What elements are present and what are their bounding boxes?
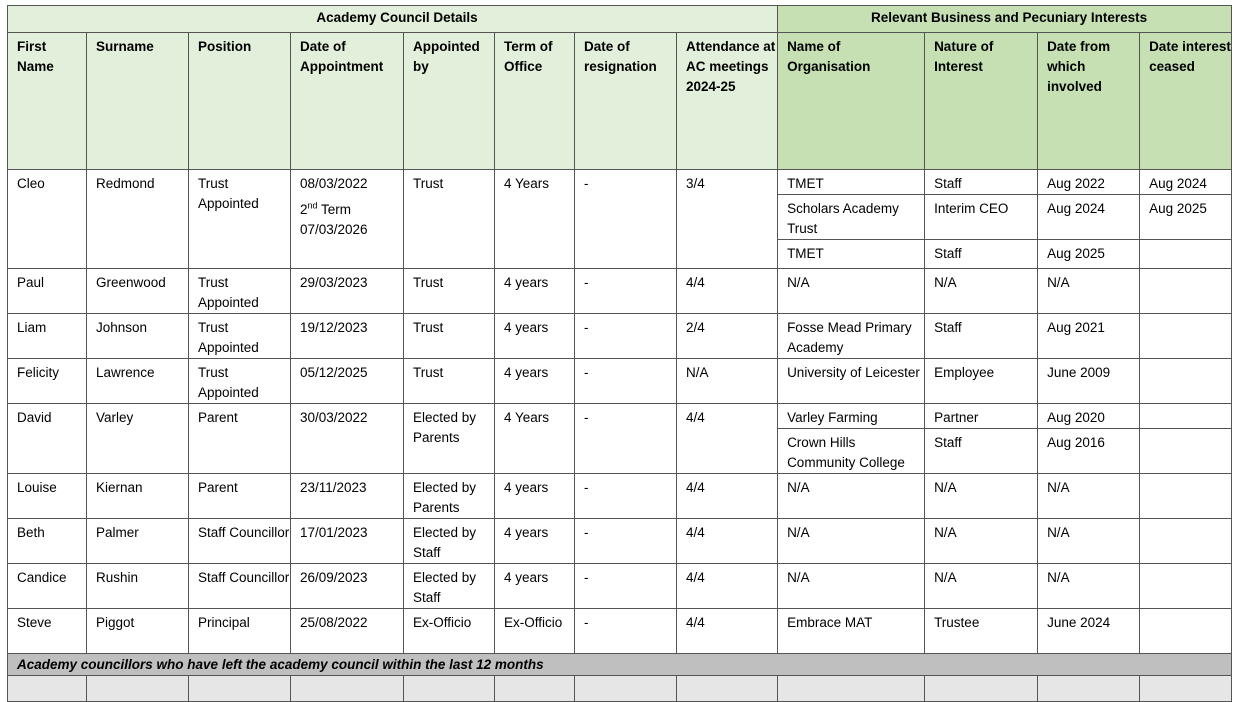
organisation: TMET xyxy=(778,170,925,195)
first-name: Candice xyxy=(8,564,87,609)
date-of-appointment xyxy=(291,170,404,269)
nature-of-interest: N/A xyxy=(925,474,1038,519)
date-of-resignation: - xyxy=(575,359,677,404)
attendance: N/A xyxy=(677,359,778,404)
date-ceased xyxy=(1140,474,1232,519)
date-ceased xyxy=(1140,240,1232,269)
surname: Johnson xyxy=(87,314,189,359)
date-of-appointment: 05/12/2025 xyxy=(291,359,404,404)
attendance: 3/4 xyxy=(677,170,778,269)
table-row xyxy=(8,609,1232,654)
position: Trust Appointed xyxy=(189,359,291,404)
nature-of-interest: Trustee xyxy=(925,609,1038,654)
organisation: N/A xyxy=(778,269,925,314)
header-date-of-resignation: Date of resignation xyxy=(575,33,677,170)
table-row xyxy=(8,314,1232,359)
first-name: Liam xyxy=(8,314,87,359)
position: Staff Councillor xyxy=(189,564,291,609)
nature-of-interest: N/A xyxy=(925,269,1038,314)
date-from: Aug 2021 xyxy=(1038,314,1140,359)
nature-of-interest: N/A xyxy=(925,564,1038,609)
appointed-by: Elected by Staff xyxy=(404,519,495,564)
position: Trust Appointed xyxy=(189,269,291,314)
appointed-by: Elected by Parents xyxy=(404,474,495,519)
term-of-office: 4 years xyxy=(495,564,575,609)
organisation: University of Leicester xyxy=(778,359,925,404)
date-from: Aug 2025 xyxy=(1038,240,1140,269)
header-term-of-office: Term of Office xyxy=(495,33,575,170)
attendance: 4/4 xyxy=(677,404,778,474)
organisation: TMET xyxy=(778,240,925,269)
date-of-appointment: 17/01/2023 xyxy=(291,519,404,564)
second-term-label: 2nd Term xyxy=(300,200,352,217)
surname: Redmond xyxy=(87,170,189,269)
appointed-by: Elected by Staff xyxy=(404,564,495,609)
date-of-resignation: - xyxy=(575,609,677,654)
date-of-resignation: - xyxy=(575,170,677,269)
appointed-by: Trust xyxy=(404,314,495,359)
term-of-office: 4 years xyxy=(495,359,575,404)
header-surname: Surname xyxy=(87,33,189,170)
organisation: N/A xyxy=(778,474,925,519)
date-from: June 2024 xyxy=(1038,609,1140,654)
surname: Greenwood xyxy=(87,269,189,314)
council-table xyxy=(7,5,1232,702)
date-from: Aug 2024 xyxy=(1038,195,1140,240)
nature-of-interest: Partner xyxy=(925,404,1038,429)
date-from: Aug 2016 xyxy=(1038,429,1140,474)
organisation: Fosse Mead Primary Academy xyxy=(778,314,925,359)
term-of-office: 4 Years xyxy=(495,404,575,474)
empty-row xyxy=(8,676,1232,702)
table-row xyxy=(8,474,1232,519)
organisation: N/A xyxy=(778,519,925,564)
header-name-of-organisation: Name of Organisation xyxy=(778,33,925,170)
attendance: 2/4 xyxy=(677,314,778,359)
date-of-appointment: 19/12/2023 xyxy=(291,314,404,359)
date-from: N/A xyxy=(1038,474,1140,519)
surname: Varley xyxy=(87,404,189,474)
term-of-office: 4 years xyxy=(495,314,575,359)
date-ceased: Aug 2024 xyxy=(1140,170,1232,195)
date-from: N/A xyxy=(1038,269,1140,314)
header-date-of-appointment: Date of Appointment xyxy=(291,33,404,170)
date-from: Aug 2020 xyxy=(1038,404,1140,429)
header-position: Position xyxy=(189,33,291,170)
table-row xyxy=(8,519,1232,564)
position: Trust Appointed xyxy=(189,314,291,359)
term-of-office: 4 years xyxy=(495,519,575,564)
date-ceased xyxy=(1140,519,1232,564)
header-date-from: Date from which involved xyxy=(1038,33,1140,170)
date-ceased xyxy=(1140,564,1232,609)
appointment-date: 08/03/2022 xyxy=(300,176,368,191)
first-name: Paul xyxy=(8,269,87,314)
appointed-by: Trust xyxy=(404,359,495,404)
date-ceased xyxy=(1140,429,1232,474)
organisation: Crown Hills Community College xyxy=(778,429,925,474)
position: Parent xyxy=(189,474,291,519)
nature-of-interest: Staff xyxy=(925,314,1038,359)
date-from: N/A xyxy=(1038,519,1140,564)
table-row xyxy=(8,359,1232,404)
nature-of-interest: Staff xyxy=(925,170,1038,195)
date-of-resignation: - xyxy=(575,474,677,519)
second-term-date: 07/03/2026 xyxy=(300,222,368,237)
surname: Palmer xyxy=(87,519,189,564)
first-name: Cleo xyxy=(8,170,87,269)
attendance: 4/4 xyxy=(677,564,778,609)
appointed-by: Ex-Officio xyxy=(404,609,495,654)
nature-of-interest: N/A xyxy=(925,519,1038,564)
date-ceased: Aug 2025 xyxy=(1140,195,1232,240)
attendance: 4/4 xyxy=(677,519,778,564)
section-interests: Relevant Business and Pecuniary Interests xyxy=(778,6,1232,33)
table-row xyxy=(8,404,1232,429)
surname: Lawrence xyxy=(87,359,189,404)
date-from: Aug 2022 xyxy=(1038,170,1140,195)
header-attendance: Attendance at AC meetings 2024-25 xyxy=(677,33,778,170)
term-of-office: 4 years xyxy=(495,269,575,314)
date-from: N/A xyxy=(1038,564,1140,609)
date-ceased xyxy=(1140,609,1232,654)
attendance: 4/4 xyxy=(677,474,778,519)
table-row xyxy=(8,170,1232,195)
appointed-by: Trust xyxy=(404,170,495,269)
term-of-office: 4 Years xyxy=(495,170,575,269)
date-of-resignation: - xyxy=(575,519,677,564)
organisation: Scholars Academy Trust xyxy=(778,195,925,240)
first-name: Louise xyxy=(8,474,87,519)
date-ceased xyxy=(1140,314,1232,359)
date-from: June 2009 xyxy=(1038,359,1140,404)
attendance: 4/4 xyxy=(677,269,778,314)
surname: Kiernan xyxy=(87,474,189,519)
date-of-resignation: - xyxy=(575,269,677,314)
position: Staff Councillor xyxy=(189,519,291,564)
position: Trust Appointed xyxy=(189,170,291,269)
first-name: Beth xyxy=(8,519,87,564)
nature-of-interest: Interim CEO xyxy=(925,195,1038,240)
nature-of-interest: Staff xyxy=(925,429,1038,474)
left-councillors-banner: Academy councillors who have left the academy council within the last 12 months xyxy=(8,654,1232,676)
surname: Rushin xyxy=(87,564,189,609)
term-of-office: Ex-Officio xyxy=(495,609,575,654)
position: Principal xyxy=(189,609,291,654)
table-row xyxy=(8,269,1232,314)
organisation: N/A xyxy=(778,564,925,609)
date-of-appointment: 23/11/2023 xyxy=(291,474,404,519)
organisation: Varley Farming xyxy=(778,404,925,429)
date-ceased xyxy=(1140,269,1232,314)
date-of-appointment: 29/03/2023 xyxy=(291,269,404,314)
date-ceased xyxy=(1140,359,1232,404)
date-of-appointment: 26/09/2023 xyxy=(291,564,404,609)
appointed-by: Trust xyxy=(404,269,495,314)
table-row xyxy=(8,564,1232,609)
nature-of-interest: Staff xyxy=(925,240,1038,269)
first-name: David xyxy=(8,404,87,474)
date-of-resignation: - xyxy=(575,564,677,609)
date-ceased xyxy=(1140,404,1232,429)
date-of-appointment: 25/08/2022 xyxy=(291,609,404,654)
organisation: Embrace MAT xyxy=(778,609,925,654)
first-name: Felicity xyxy=(8,359,87,404)
first-name: Steve xyxy=(8,609,87,654)
date-of-resignation: - xyxy=(575,404,677,474)
term-of-office: 4 years xyxy=(495,474,575,519)
appointed-by: Elected by Parents xyxy=(404,404,495,474)
attendance: 4/4 xyxy=(677,609,778,654)
position: Parent xyxy=(189,404,291,474)
section-council-details: Academy Council Details xyxy=(8,6,778,33)
date-of-appointment: 30/03/2022 xyxy=(291,404,404,474)
surname: Piggot xyxy=(87,609,189,654)
header-first-name: First Name xyxy=(8,33,87,170)
header-nature-of-interest: Nature of Interest xyxy=(925,33,1038,170)
header-date-ceased: Date interest ceased xyxy=(1140,33,1232,170)
date-of-resignation: - xyxy=(575,314,677,359)
nature-of-interest: Employee xyxy=(925,359,1038,404)
header-appointed-by: Appointed by xyxy=(404,33,495,170)
